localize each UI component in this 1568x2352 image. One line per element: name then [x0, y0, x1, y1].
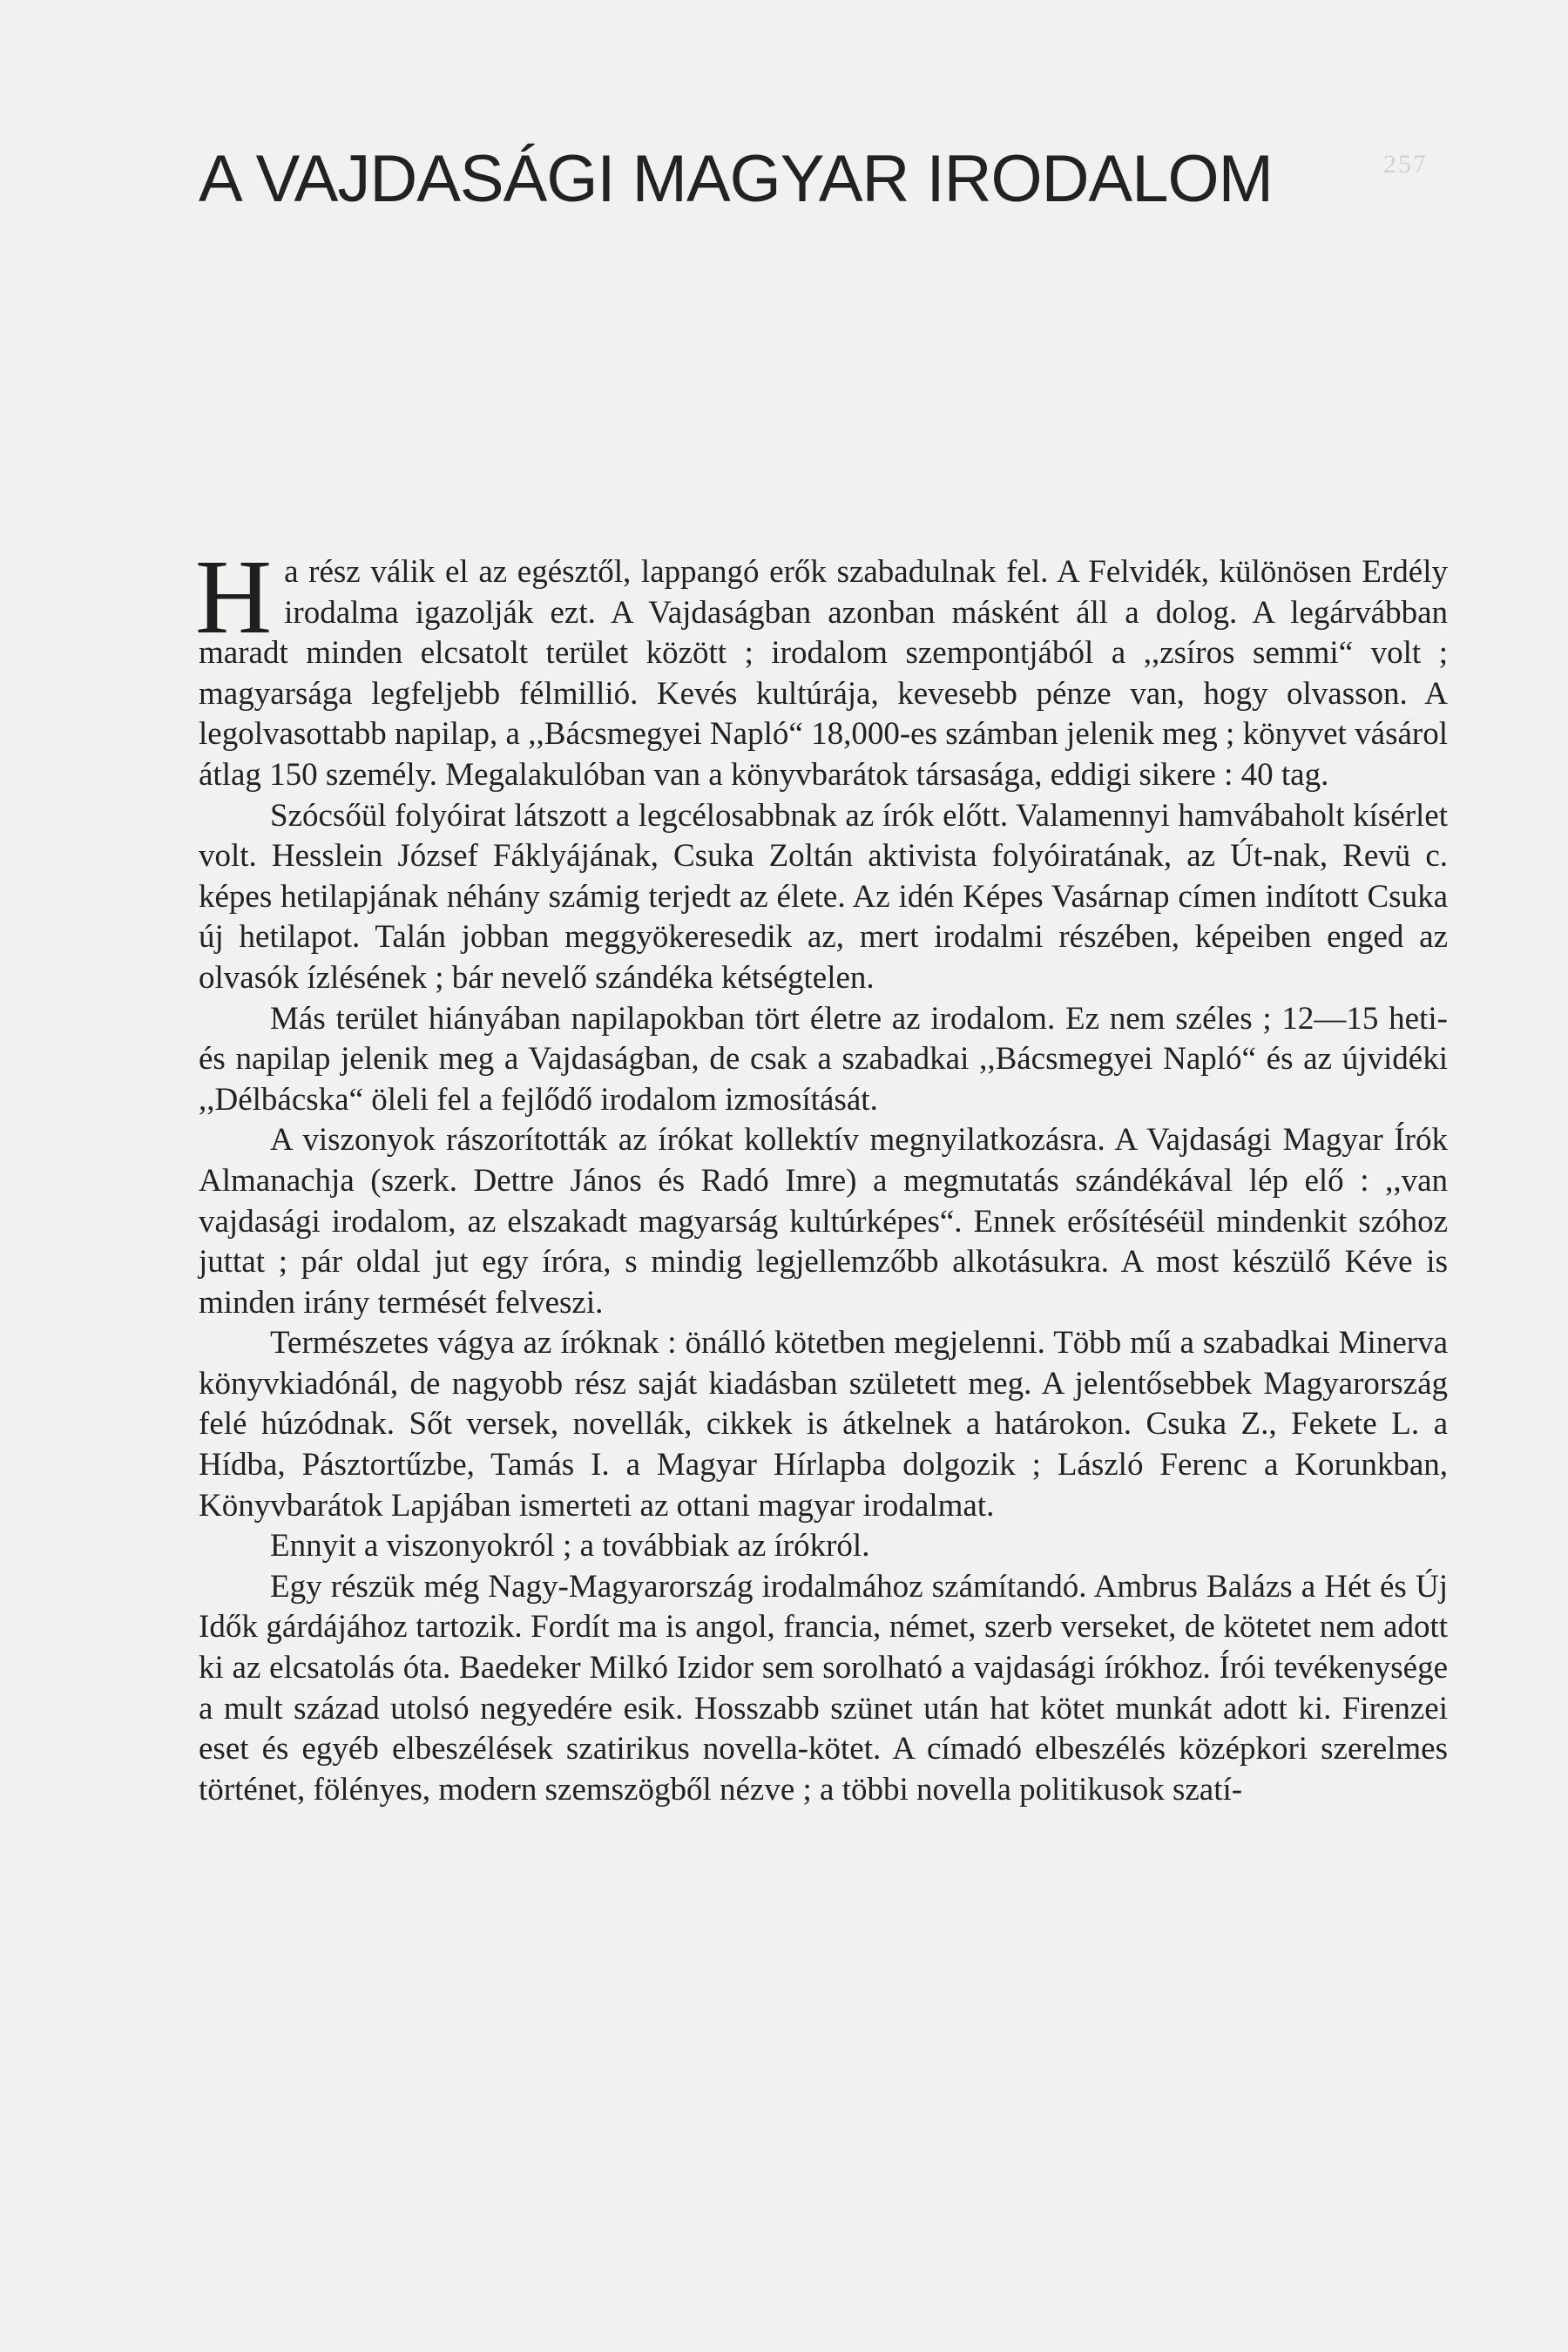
paragraph-3: Más terület hiányában napilapokban tört életre az irodalom. Ez nem széles ; 12—15 heti- és napilap jelenik meg a Vajdaságban, de csak a szabadkai ,,Bácsmegyei Napló“ és az újvidéki ,,Délbácska“ öleli fel a fejlődő irodalom izmosítását. — [199, 1000, 1448, 1118]
page-number: 257 — [1383, 150, 1428, 179]
article-body — [195, 538, 1448, 1810]
paragraph-6: Ennyit a viszonyokról ; a továbbiak az írókról. — [270, 1528, 870, 1565]
paragraph-4: A viszonyok rászorították az írókat kollektív megnyilatkozásra. A Vajdasági Magyar Írók Almanachja (szerk. Dettre János és Radó Imre) a megmutatás szándékával lép elő : ,,van vajdasági irodalom, az elszakadt magyarság kultúrképes“. Ennek erősítéséül mindenkit szóhoz juttat ; pár oldal jut egy íróra, s mindig legjellemzőbb alkotásukra. A most készülő Kéve is minden irány termését felveszi. — [199, 1122, 1448, 1321]
paragraph-1-text: a rész válik el az egésztől, lappangó erők szabadulnak fel. A Felvidék, különösen Erdély irodalma igazolják ezt. A Vajdaságban azonban másként áll a dolog. A legárvábban maradt minden elcsatolt terület között ; irodalom szempontjából a ,,zsíros semmi“ volt ; magyarsága legfeljebb félmillió. Kevés kultúrája, kevesebb pénze van, hogy olvasson. A legolvasottabb napilap, a ,,Bácsmegyei Napló“ 18,000-es számban jelenik meg ; könyvet vásárol átlag 150 személy. Megalakulóban van a könyvbarátok társasága, eddigi sikere : 40 tag. — [199, 554, 1448, 793]
paragraph-5: Természetes vágya az íróknak : önálló kötetben megjelenni. Több mű a szabadkai Minerva könyvkiadónál, de nagyobb rész saját kiadásban született meg. A jelentősebbek Magyarország felé húzódnak. Sőt versek, novellák, cikkek is átkelnek a határokon. Csuka Z., Fekete L. a Hídba, Pásztortűzbe, Tamás I. a Magyar Hírlapba dolgozik ; László Ferenc a Korunkban, Könyvbarátok Lapjában ismerteti az ottani magyar irodalmat. — [199, 1325, 1448, 1524]
paragraph-7: Egy részük még Nagy-Magyarország irodalmához számítandó. Ambrus Balázs a Hét és Új Idők gárdájához tartozik. Fordít ma is angol, francia, német, szerb verseket, de kötetet nem adott ki az elcsatolás óta. Baedeker Milkó Izidor sem sorolható a vajdasági írókhoz. Írói tevékenysége a mult század utolsó negyedére esik. Hosszabb szünet után hat kötet munkát adott ki. Firenzei eset és egyéb elbeszélések szatirikus novella-kötet. A címadó elbeszélés középkori szerelmes történet, fölényes, modern szemszögből nézve ; a többi novella politikusok szatí- — [199, 1568, 1448, 1808]
drop-cap: H — [195, 538, 273, 656]
paragraph-2: Szócsőül folyóirat látszott a legcélosabbnak az írók előtt. Valamennyi hamvábaholt kísérlet volt. Hesslein József Fáklyájának, Csuka Zoltán aktivista folyóiratának, az Út-nak, Revü c. képes hetilapjának néhány számig terjedt az élete. Az idén Képes Vasárnap címen indított Csuka új hetilapot. Talán jobban meggyökeresedik az, mert irodalmi részében, képeiben enged az olvasók ízlésének ; bár nevelő szándéka kétségtelen. — [199, 797, 1448, 996]
article-title: A VAJDASÁGI MAGYAR IRODALOM — [199, 142, 1273, 216]
paragraph-1 — [195, 538, 1448, 796]
